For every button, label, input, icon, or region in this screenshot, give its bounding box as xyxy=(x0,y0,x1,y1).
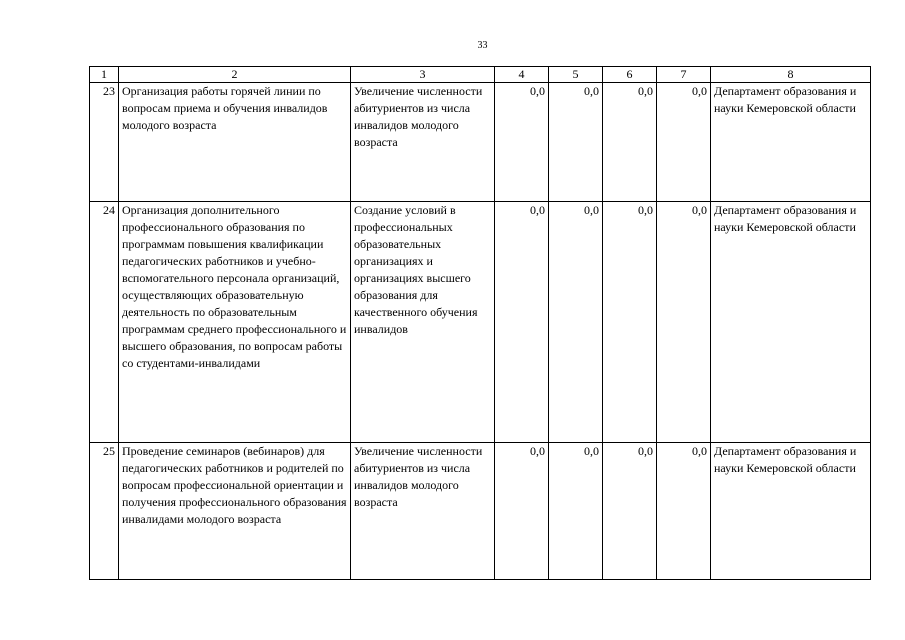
table-header-row xyxy=(90,67,871,83)
column-header: 7 xyxy=(657,67,711,83)
value-cell: 0,0 xyxy=(549,443,603,580)
executor-cell: Департамент образования и науки Кемеровской области xyxy=(711,202,871,443)
value-cell: 0,0 xyxy=(657,443,711,580)
value-cell: 0,0 xyxy=(549,83,603,202)
value-cell: 0,0 xyxy=(603,443,657,580)
result-cell: Создание условий в профессиональных образовательных организациях и организациях высшего образования для качественного обучения инвалидов xyxy=(351,202,495,443)
column-header: 4 xyxy=(495,67,549,83)
column-header: 3 xyxy=(351,67,495,83)
result-cell: Увеличение численности абитуриентов из числа инвалидов молодого возраста xyxy=(351,83,495,202)
row-number: 23 xyxy=(90,83,119,202)
table-row xyxy=(90,443,871,580)
value-cell: 0,0 xyxy=(657,202,711,443)
column-header: 6 xyxy=(603,67,657,83)
executor-cell: Департамент образования и науки Кемеровской области xyxy=(711,83,871,202)
value-cell: 0,0 xyxy=(495,83,549,202)
row-number: 25 xyxy=(90,443,119,580)
column-header: 1 xyxy=(90,67,119,83)
activity-cell: Организация работы горячей линии по вопросам приема и обучения инвалидов молодого возраста xyxy=(119,83,351,202)
activity-cell: Организация дополнительного профессионального образования по программам повышения квалификации педагогических работников и учебно-вспомогательного персонала организаций, осуществляющих образовательную деятельность по образовательным программам среднего профессионального и высшего образования, по вопросам работы со студентами-инвалидами xyxy=(119,202,351,443)
value-cell: 0,0 xyxy=(657,83,711,202)
document-table xyxy=(89,66,871,580)
table-row xyxy=(90,83,871,202)
column-header: 5 xyxy=(549,67,603,83)
executor-cell: Департамент образования и науки Кемеровской области xyxy=(711,443,871,580)
value-cell: 0,0 xyxy=(495,202,549,443)
result-cell: Увеличение численности абитуриентов из числа инвалидов молодого возраста xyxy=(351,443,495,580)
row-number: 24 xyxy=(90,202,119,443)
column-header: 8 xyxy=(711,67,871,83)
value-cell: 0,0 xyxy=(603,202,657,443)
value-cell: 0,0 xyxy=(603,83,657,202)
activity-cell: Проведение семинаров (вебинаров) для педагогических работников и родителей по вопросам профессиональной ориентации и получения профессионального образования инвалидами молодого возраста xyxy=(119,443,351,580)
page-number: 33 xyxy=(477,40,488,51)
value-cell: 0,0 xyxy=(549,202,603,443)
column-header: 2 xyxy=(119,67,351,83)
value-cell: 0,0 xyxy=(495,443,549,580)
table-row xyxy=(90,202,871,443)
